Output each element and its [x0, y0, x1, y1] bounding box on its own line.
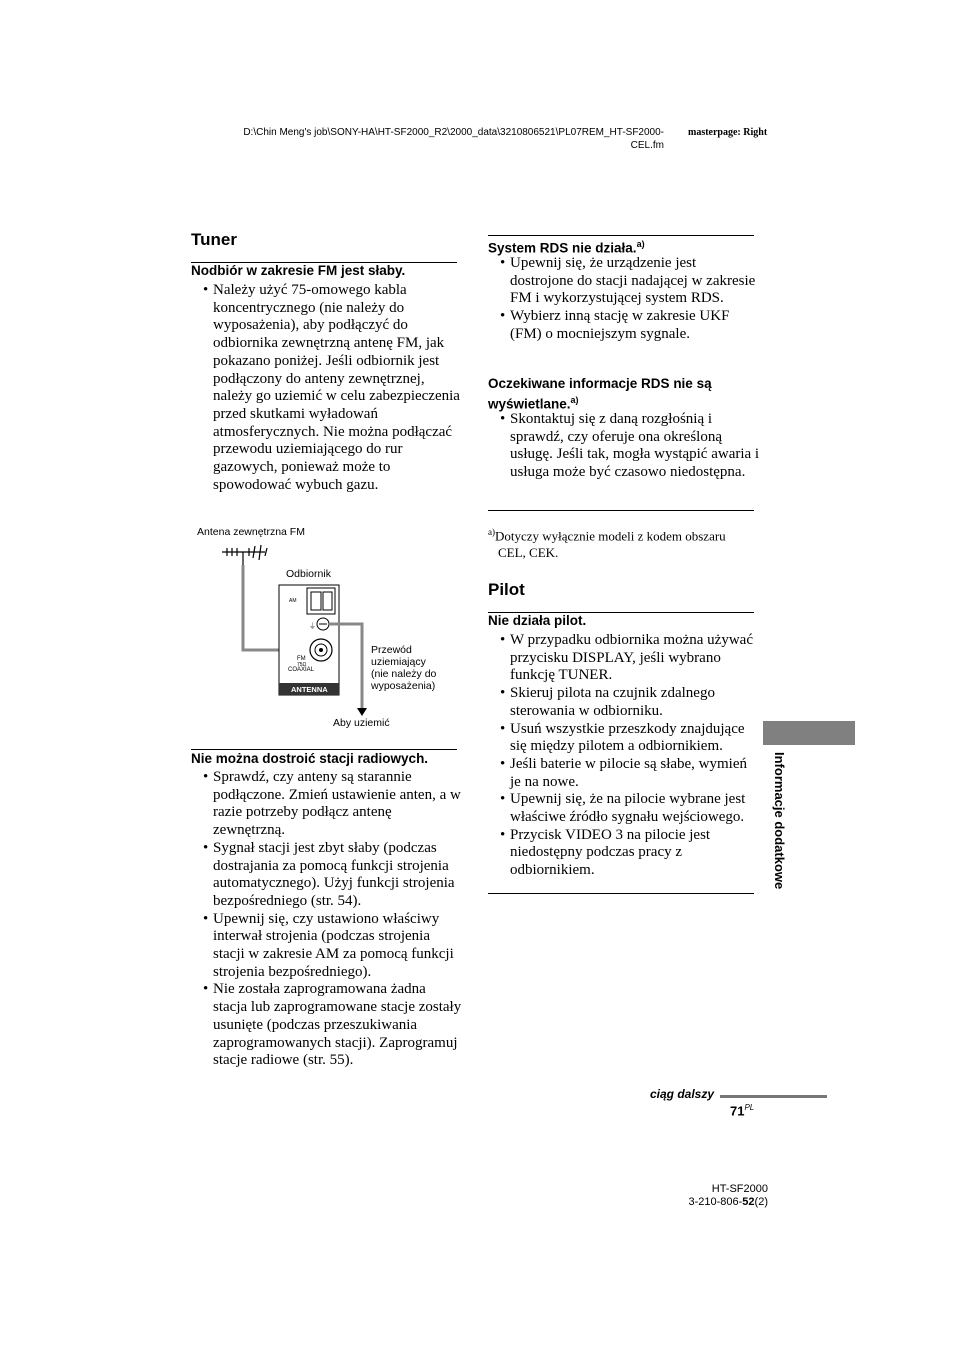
- list-item: • Upewnij się, że na pilocie wybrane jest właściwe źródło sygnału wejściowego.: [488, 791, 760, 826]
- antenna-plate-label: ANTENNA: [291, 685, 328, 694]
- figure-label-antenna: Antena zewnętrzna FM: [197, 526, 305, 538]
- section-tab: [763, 721, 855, 745]
- model-code-suffix: (2): [754, 1195, 768, 1208]
- list-item: • Upewnij się, czy ustawiono właściwy interwał strojenia (podczas strojenia stacji w zakresie AM za pomocą funkcji strojenia bezpośredniego).: [191, 911, 463, 982]
- footnote-ref: a): [570, 395, 579, 405]
- continued-line: [720, 1095, 827, 1098]
- heading-no-tune: Nie można dostroić stacji radiowych.: [191, 751, 429, 766]
- heading-fm-weak: Nodbiór w zakresie FM jest słaby.: [191, 263, 406, 278]
- figure-label-receiver: Odbiornik: [286, 568, 331, 580]
- heading-rule: [488, 510, 754, 511]
- list-item: • Nie została zaprogramowana żadna stacja lub zaprogramowane stacje zostały usunięte (podczas przeszukiwania zaprogramowanych stacji). Zaprogramuj stacje radiowe (str. 55).: [191, 981, 463, 1070]
- list-item: • Przycisk VIDEO 3 na pilocie jest niedostępny podczas pracy z odbiornikiem.: [488, 827, 760, 880]
- figure-label-ground: Aby uziemić: [333, 717, 390, 729]
- pilot-list: [488, 632, 760, 880]
- list-item: • Upewnij się, że urządzenie jest dostrojone do stacji nadającej w zakresie FM i wykorzystującej system RDS.: [488, 255, 760, 308]
- side-tab-text: Informacje dodatkowe: [772, 752, 787, 890]
- file-path-line-1: D:\Chin Meng's job\SONY-HA\HT-SF2000_R2\2000_data\3210806521\PL07REM_HT-SF2000-: [243, 127, 664, 138]
- svg-text:⏚: ⏚: [309, 623, 316, 630]
- footnote: [488, 524, 754, 561]
- list-item: • Usuń wszystkie przeszkody znajdujące się między pilotem a odbiornikiem.: [488, 721, 760, 756]
- heading-rule: [191, 749, 457, 750]
- heading-text: System RDS nie działa.: [488, 240, 637, 256]
- rds-no-info-list: [488, 411, 760, 482]
- heading-pilot: Nie działa pilot.: [488, 613, 587, 628]
- footnote-ref: a): [636, 239, 645, 249]
- wire-label-line: (nie należy do: [371, 668, 437, 680]
- footnote-mark: a): [488, 527, 495, 537]
- list-item: • Sygnał stacji jest zbyt słaby (podczas dostrajania za pomocą funkcji strojenia automatycznego). Użyj funkcji strojenia bezpośredniego (str. 54).: [191, 840, 463, 911]
- model-code: [680, 1196, 768, 1209]
- list-item: • W przypadku odbiornika można używać przycisku DISPLAY, jeśli wybrano funkcję TUNER.: [488, 632, 760, 685]
- wire-label-line: Przewód: [371, 644, 412, 656]
- footnote-line: Dotyczy wyłącznie modeli z kodem obszaru: [495, 528, 726, 544]
- list-item: • Należy użyć 75-omowego kabla koncentrycznego (nie należy do wyposażenia), aby podłączyć do odbiornika zewnętrzną antenę FM, jak pokazano poniżej. Jeśli odbiornik jest podłączony do anteny zewnętrznej, należy go uziemić w celu zabezpieczenia przed skutkami wyładowań atmosferycznych. Nie można podłączać przewodu uziemiającego do rur gazowych, ponieważ może to spowodować wybuch gazu.: [191, 282, 463, 494]
- file-path-line-2: CEL.fm: [630, 139, 664, 151]
- antenna-connection-diagram: [215, 540, 385, 720]
- file-path: [192, 127, 664, 152]
- rds-not-working-list: [488, 255, 760, 344]
- page-number: [730, 1103, 754, 1118]
- section-title-pilot: Pilot: [488, 580, 525, 599]
- continued-label: ciąg dalszy: [650, 1087, 715, 1101]
- page-lang: PL: [744, 1103, 755, 1112]
- masterpage-label: masterpage: Right: [688, 127, 768, 138]
- section-title-tuner: Tuner: [191, 230, 237, 249]
- ohm-label: 75Ω: [297, 662, 307, 668]
- list-item: • Jeśli baterie w pilocie są słabe, wymień je na nowe.: [488, 756, 760, 791]
- list-item: • Skontaktuj się z daną rozgłośnią i sprawdź, czy oferuje ona określoną usługę. Jeśli tak, mogła wystąpić awaria i usługa może być czasowo niedostępna.: [488, 411, 760, 482]
- wire-label-line: wyposażenia): [371, 680, 436, 692]
- heading-text: Oczekiwane informacje RDS nie są wyświetlane.: [488, 376, 712, 412]
- list-item: • Sprawdź, czy anteny są starannie podłączone. Zmień ustawienie anten, a w razie potrzeby podłącz antenę zewnętrzną.: [191, 769, 463, 840]
- model-code-bold: 52: [742, 1195, 755, 1208]
- fm-weak-list: [191, 282, 463, 494]
- heading-rds-not-working: [488, 236, 645, 257]
- model-info: [680, 1183, 768, 1208]
- no-tune-list: [191, 769, 463, 1070]
- heading-rds-no-info: [488, 376, 748, 413]
- page-number-value: 71: [730, 1103, 745, 1119]
- fm-label: FM: [297, 656, 306, 662]
- footnote-line: CEL, CEK.: [498, 545, 559, 561]
- list-item: • Wybierz inną stację w zakresie UKF (FM) o mocniejszym sygnale.: [488, 308, 760, 343]
- heading-rule: [488, 893, 754, 894]
- side-tab-label: [765, 752, 793, 912]
- coaxial-label: COAXIAL: [288, 667, 315, 673]
- list-item: • Skieruj pilota na czujnik zdalnego sterowania w odbiorniku.: [488, 685, 760, 720]
- wire-label-line: uziemiający: [371, 656, 426, 668]
- model-name: HT-SF2000: [711, 1183, 768, 1195]
- fm-antenna-icon: [222, 545, 267, 565]
- model-code-prefix: 3-210-806-: [688, 1195, 743, 1208]
- am-label: AM: [289, 598, 297, 604]
- heading-rule: [191, 262, 457, 263]
